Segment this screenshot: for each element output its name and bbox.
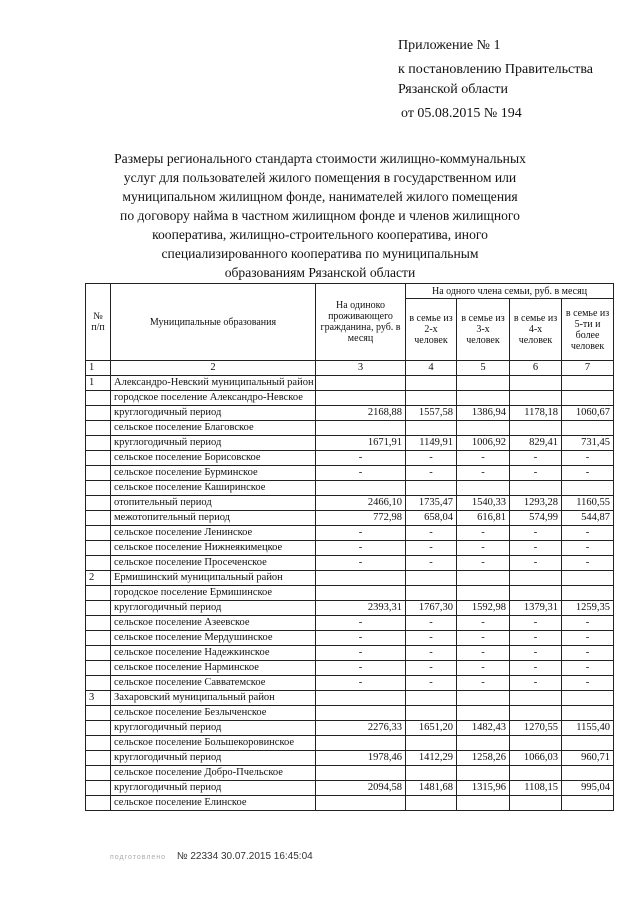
row-value: 616,81 [457,511,510,526]
row-value: 544,87 [562,511,614,526]
footer-stamp: подготовлено [110,854,167,861]
row-name: круглогодичный период [111,751,316,766]
row-number [86,436,111,451]
footer-doc-number: № 22334 30.07.2015 16:45:04 [176,851,313,862]
header-single: На одиноко проживающего гражданина, руб. в месяц [316,284,406,361]
row-name: Захаровский муниципальный район [111,691,316,706]
row-value: - [510,466,562,481]
row-name: сельское поселение Борисовское [111,451,316,466]
row-value [406,391,457,406]
row-value: 1259,35 [562,601,614,616]
row-value: - [406,631,457,646]
table-row-data [86,541,614,556]
row-value: 1767,30 [406,601,457,616]
row-number [86,631,111,646]
row-value: 2094,58 [316,781,406,796]
row-number [86,541,111,556]
row-value [510,376,562,391]
table-row-data [86,721,614,736]
table-row-data [86,511,614,526]
row-number [86,646,111,661]
row-name: сельское поселение Ленинское [111,526,316,541]
row-value: - [316,526,406,541]
column-number: 5 [457,361,510,376]
row-value: 2393,31 [316,601,406,616]
row-value: - [510,526,562,541]
row-value: - [316,556,406,571]
row-value: - [562,526,614,541]
row-value [510,391,562,406]
row-value: - [457,616,510,631]
row-value: 1481,68 [406,781,457,796]
row-value: 1066,03 [510,751,562,766]
row-value: - [562,466,614,481]
row-value: 1006,92 [457,436,510,451]
title-line: услуг для пользователей жилого помещения в государственном или [123,170,517,185]
row-value [457,736,510,751]
row-value [406,691,457,706]
row-name: сельское поселение Елинское [111,796,316,811]
row-value [316,376,406,391]
row-value: - [457,646,510,661]
column-number: 7 [562,361,614,376]
row-value [457,571,510,586]
row-value: 1315,96 [457,781,510,796]
row-value [316,481,406,496]
row-name: круглогодичный период [111,406,316,421]
row-value [316,706,406,721]
table-row-settlement [86,391,614,406]
row-value: 1379,31 [510,601,562,616]
row-value [406,376,457,391]
row-value: 1412,29 [406,751,457,766]
table-row-settlement [86,736,614,751]
row-value: - [457,631,510,646]
row-number [86,661,111,676]
row-name: городское поселение Ермишинское [111,586,316,601]
row-number [86,481,111,496]
header-per-member: На одного члена семьи, руб. в месяц [406,284,614,299]
row-value: - [316,466,406,481]
column-number: 4 [406,361,457,376]
row-value: 1160,55 [562,496,614,511]
table-row-settlement [86,586,614,601]
table-row-data [86,751,614,766]
row-value: - [562,556,614,571]
row-name: сельское поселение Нижнеякимецкое [111,541,316,556]
row-number [86,676,111,691]
row-value [562,766,614,781]
row-value [316,391,406,406]
row-value: - [510,556,562,571]
row-name: межотопительный период [111,511,316,526]
row-value: - [316,646,406,661]
row-value [316,736,406,751]
row-number [86,706,111,721]
row-value [316,586,406,601]
row-value [406,766,457,781]
row-value: 1060,67 [562,406,614,421]
column-number: 6 [510,361,562,376]
row-number: 2 [86,571,111,586]
table-row-data [86,661,614,676]
row-value: - [457,556,510,571]
table-row-district [86,571,614,586]
row-name: круглогодичный период [111,721,316,736]
row-value: - [316,541,406,556]
column-number: 2 [111,361,316,376]
row-value: - [457,451,510,466]
appendix-block [398,36,593,124]
title-line: муниципальном жилищном фонде, нанимателей жилого помещения [122,189,518,204]
row-number [86,781,111,796]
title-line: Размеры регионального стандарта стоимости жилищно-коммунальных [114,151,526,166]
row-value: - [510,631,562,646]
row-value: - [562,616,614,631]
row-value [406,706,457,721]
row-value: 1592,98 [457,601,510,616]
row-value: 1386,94 [457,406,510,421]
row-number [86,766,111,781]
row-value: 1155,40 [562,721,614,736]
row-value: 574,99 [510,511,562,526]
row-value: - [316,676,406,691]
row-value [457,796,510,811]
row-value: - [406,451,457,466]
table-row-settlement [86,766,614,781]
row-value: - [562,661,614,676]
row-name: сельское поселение Нарминское [111,661,316,676]
row-number [86,511,111,526]
row-name: отопительный период [111,496,316,511]
table-row-data [86,406,614,421]
row-value [562,481,614,496]
table-row-data [86,676,614,691]
row-value [510,481,562,496]
row-value [406,421,457,436]
row-value [457,376,510,391]
row-value: - [406,616,457,631]
row-name: Ермишинский муниципальный район [111,571,316,586]
row-value [457,766,510,781]
row-value [510,691,562,706]
row-value [457,391,510,406]
row-value [510,706,562,721]
row-value [406,586,457,601]
row-value: - [510,661,562,676]
table-row-data [86,601,614,616]
row-value: - [457,661,510,676]
row-value: - [406,661,457,676]
row-value [562,421,614,436]
row-name: круглогодичный период [111,781,316,796]
row-value: - [406,541,457,556]
header-fam2: в семье из 2-х человек [406,299,457,361]
row-value [562,586,614,601]
row-value [562,736,614,751]
row-name: сельское поселение Большекоровинское [111,736,316,751]
row-value [316,766,406,781]
row-number [86,421,111,436]
header-fam4: в семье из 4-х человек [510,299,562,361]
row-number [86,526,111,541]
row-value: 658,04 [406,511,457,526]
row-value: - [316,631,406,646]
row-value [562,796,614,811]
row-name: сельское поселение Каширинское [111,481,316,496]
row-value [562,376,614,391]
row-value [457,691,510,706]
row-value: - [316,661,406,676]
row-value [406,736,457,751]
row-value: - [562,451,614,466]
table-row-data [86,631,614,646]
table-row-data [86,436,614,451]
appendix-title: Приложение № 1 [398,38,501,53]
row-number [86,466,111,481]
row-value: 1178,18 [510,406,562,421]
row-value: - [406,676,457,691]
row-value: 1270,55 [510,721,562,736]
row-value: 2466,10 [316,496,406,511]
title-line: специализированного кооператива по муниципальным [161,246,479,261]
row-value: - [406,646,457,661]
row-value: - [562,541,614,556]
row-value [510,571,562,586]
row-name: сельское поселение Просеченское [111,556,316,571]
row-value: 829,41 [510,436,562,451]
appendix-decree: к постановлению Правительства [398,62,594,77]
row-value: 1651,20 [406,721,457,736]
row-value [562,571,614,586]
row-name: Александро-Невский муниципальный район [111,376,316,391]
row-value: 731,45 [562,436,614,451]
row-number [86,721,111,736]
row-value [562,691,614,706]
row-name: сельское поселение Мердушинское [111,631,316,646]
row-value [406,571,457,586]
row-name: сельское поселение Добро-Пчельское [111,766,316,781]
row-number: 3 [86,691,111,706]
row-value [510,421,562,436]
row-name: сельское поселение Азеевское [111,616,316,631]
row-value: 1671,91 [316,436,406,451]
table-row-settlement [86,481,614,496]
row-number [86,391,111,406]
row-value: - [457,466,510,481]
table-row-settlement [86,421,614,436]
table-row-settlement [86,706,614,721]
row-name: сельское поселение Безлыченское [111,706,316,721]
table-row-data [86,616,614,631]
row-number [86,751,111,766]
row-value: - [406,466,457,481]
row-name: круглогодичный период [111,601,316,616]
row-value [562,391,614,406]
standards-table [85,283,614,811]
row-value: 960,71 [562,751,614,766]
row-number [86,796,111,811]
row-value: 1482,43 [457,721,510,736]
row-name: круглогодичный период [111,436,316,451]
row-value: - [406,526,457,541]
row-number [86,556,111,571]
row-value: 1149,91 [406,436,457,451]
row-value: - [510,646,562,661]
row-value: 1258,26 [457,751,510,766]
row-name: сельское поселение Благовское [111,421,316,436]
table-row-data [86,556,614,571]
header-fam3: в семье из 3-х человек [457,299,510,361]
table-row-data [86,526,614,541]
row-value: - [562,631,614,646]
row-value: - [457,526,510,541]
row-name: городское поселение Александро-Невское [111,391,316,406]
table-row-district [86,376,614,391]
row-value: 1293,28 [510,496,562,511]
row-number [86,616,111,631]
row-value: - [510,676,562,691]
row-value: 1735,47 [406,496,457,511]
row-value [406,796,457,811]
appendix-date: от 05.08.2015 № 194 [401,106,522,121]
table-row-data [86,466,614,481]
row-value: - [457,676,510,691]
row-value: - [316,451,406,466]
row-value: - [510,451,562,466]
row-value: 995,04 [562,781,614,796]
header-num: № п/п [86,284,111,361]
row-value [510,766,562,781]
title-line: по договору найма в частном жилищном фонде и членов жилищного [120,208,520,223]
row-value [457,586,510,601]
row-value [316,571,406,586]
row-value [510,586,562,601]
row-value [457,481,510,496]
row-value [562,706,614,721]
row-value [510,736,562,751]
row-number [86,406,111,421]
header-fam5: в семье из 5-ти и более человек [562,299,614,361]
table-row-data [86,646,614,661]
table-row-district [86,691,614,706]
row-value [316,691,406,706]
appendix-region: Рязанской области [398,82,509,97]
table-row-data [86,781,614,796]
row-value: 1540,33 [457,496,510,511]
table-row-settlement [86,796,614,811]
row-number [86,736,111,751]
row-value: - [510,616,562,631]
column-number: 1 [86,361,111,376]
row-value [457,421,510,436]
column-number: 3 [316,361,406,376]
row-number [86,601,111,616]
row-number [86,451,111,466]
document-title [80,149,560,282]
row-number: 1 [86,376,111,391]
table-row-data [86,451,614,466]
row-value: - [457,541,510,556]
table-row-data [86,496,614,511]
row-name: сельское поселение Бурминское [111,466,316,481]
row-value: - [316,616,406,631]
row-name: сельское поселение Надежкинское [111,646,316,661]
row-value: 1557,58 [406,406,457,421]
row-number [86,586,111,601]
row-value: - [562,646,614,661]
row-number [86,496,111,511]
row-value: 2168,88 [316,406,406,421]
row-value [406,481,457,496]
row-value: 1978,46 [316,751,406,766]
row-value: - [510,541,562,556]
title-line: кооператива, жилищно-строительного кооператива, иного [152,227,488,242]
row-value [457,706,510,721]
row-value: - [406,556,457,571]
row-value: 772,98 [316,511,406,526]
footer [110,851,313,862]
row-value [316,796,406,811]
row-value: - [562,676,614,691]
header-municipality: Муниципальные образования [111,284,316,361]
row-name: сельское поселение Савватемское [111,676,316,691]
row-value: 2276,33 [316,721,406,736]
row-value [316,421,406,436]
title-line: образованиям Рязанской области [224,265,416,280]
row-value [510,796,562,811]
row-value: 1108,15 [510,781,562,796]
column-numbers-row [86,361,614,376]
